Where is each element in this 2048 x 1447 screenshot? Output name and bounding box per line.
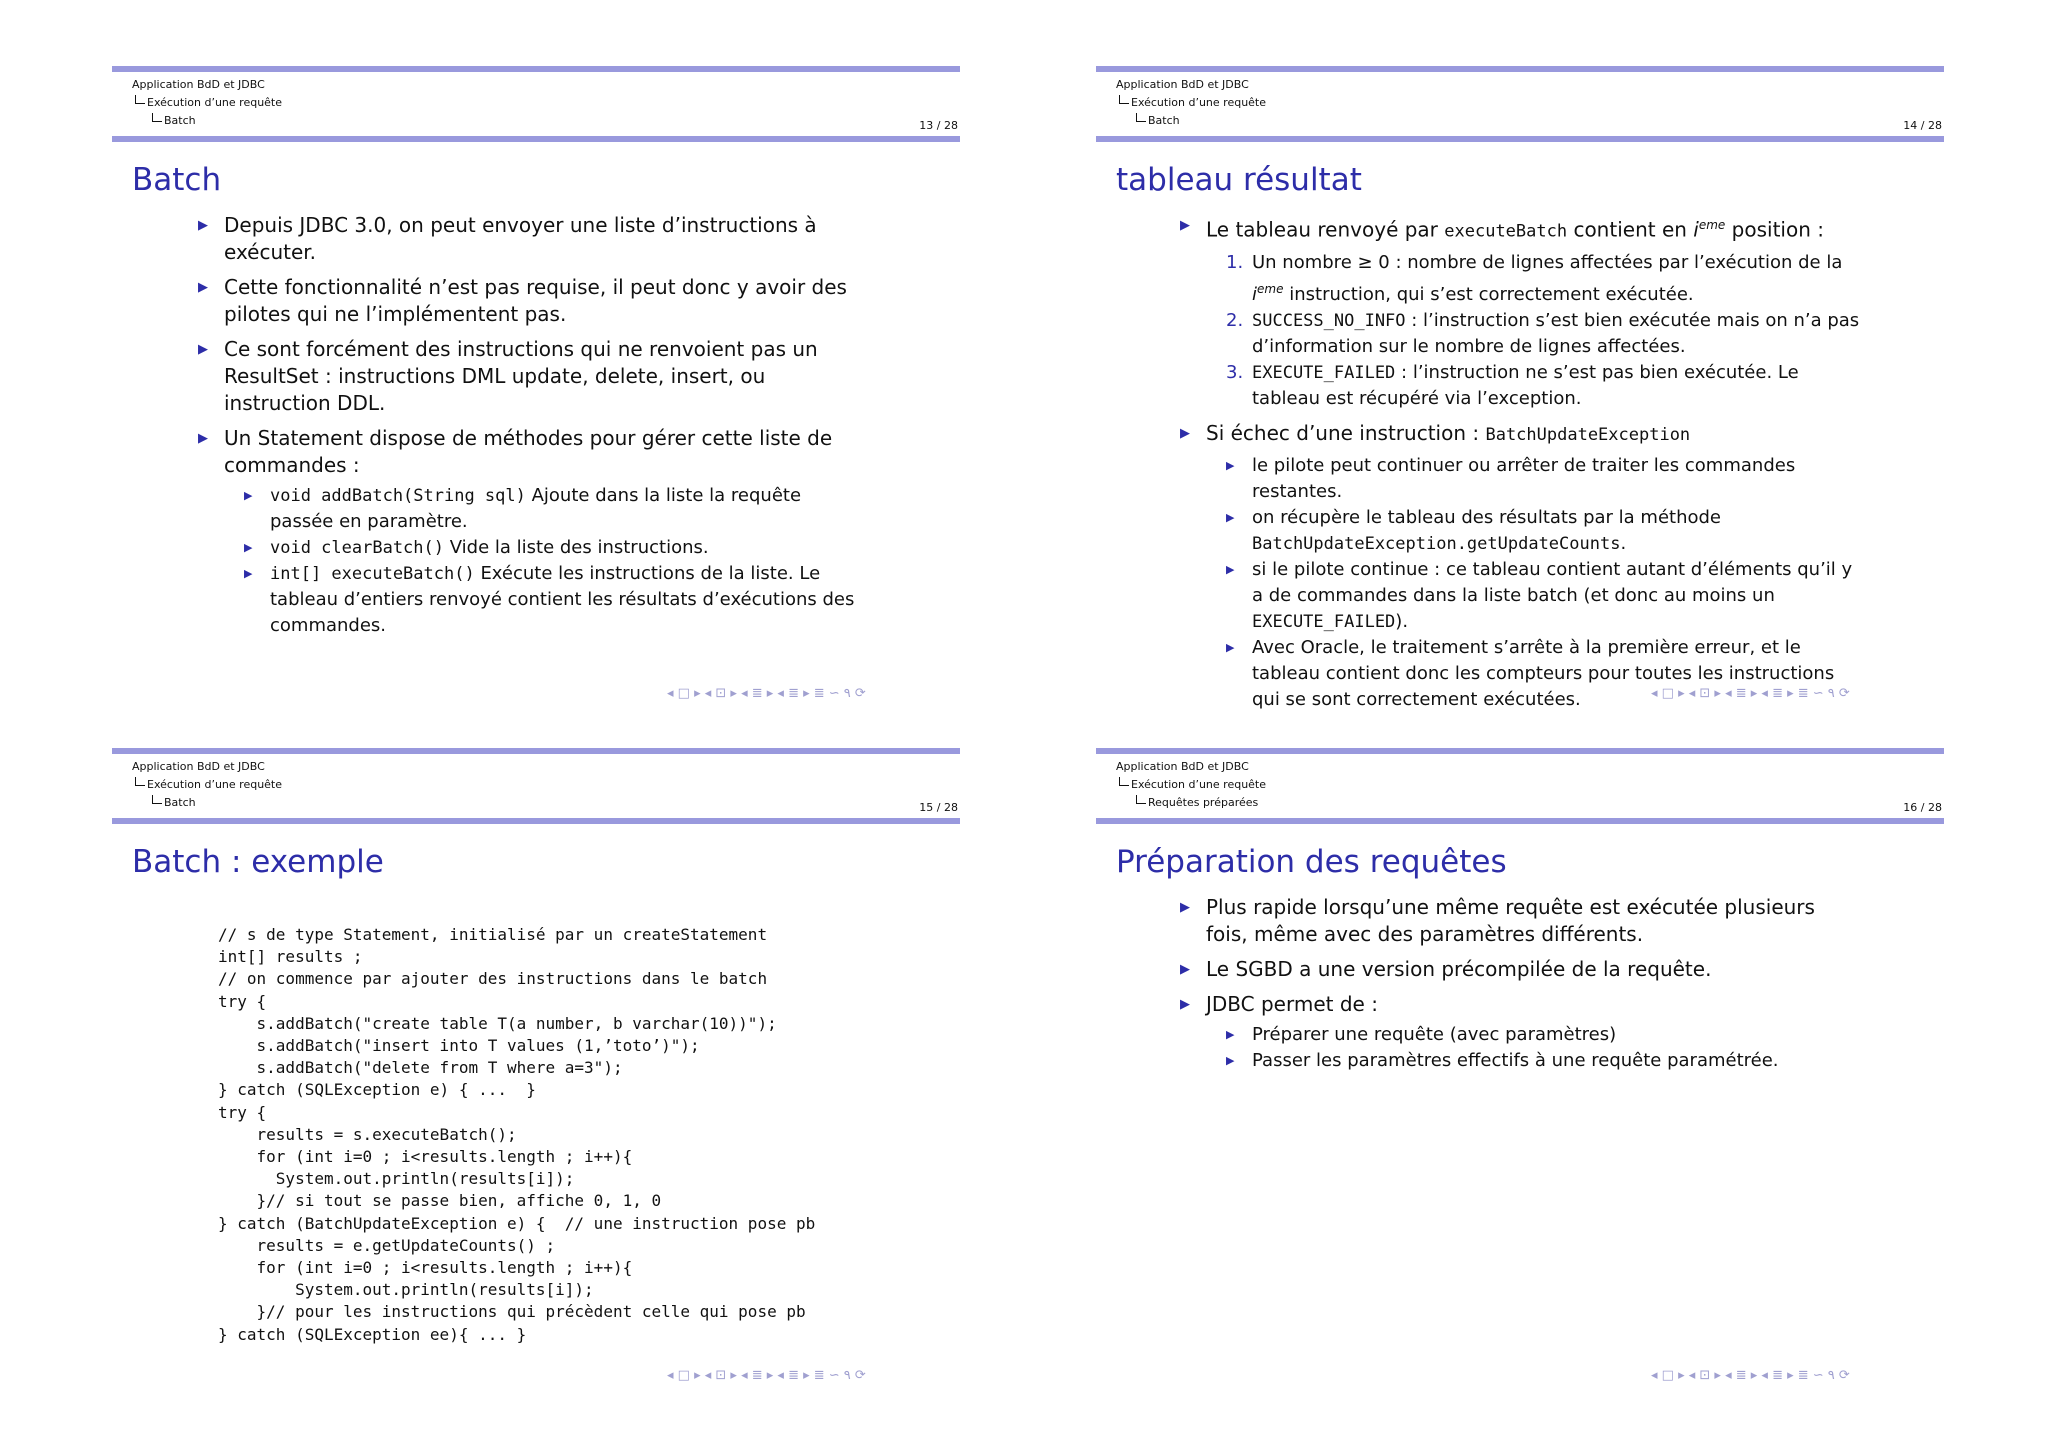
code-line: int[] results ; bbox=[218, 947, 363, 967]
tree-branch-icon bbox=[135, 95, 145, 104]
slide-13 bbox=[112, 66, 972, 726]
page-number: 16 / 28 bbox=[1903, 801, 1942, 814]
breadcrumb-subsection: Exécution d’une requête bbox=[147, 96, 283, 109]
enum-item: 1. Un nombre ≥ 0 : nombre de lignes affectées par l’exécution de la $i^{eme}$ instruction, qui s’est correctement exécutée. bbox=[1226, 251, 1843, 305]
code-line: System.out.println(results[i]); bbox=[218, 1169, 575, 1189]
slide-title: Préparation des requêtes bbox=[1116, 844, 1507, 880]
breadcrumb-subsubsection: Batch bbox=[1148, 114, 1180, 127]
breadcrumb-subsection: Exécution d’une requête bbox=[1131, 96, 1267, 109]
enum-item: 2. SUCCESS_NO_INFO : l’instruction s’est bien exécutée mais on n’a pas d’information sur le nombre de lignes affectées. bbox=[1226, 309, 1860, 357]
sub-bullet: ▶ Avec Oracle, le traitement s’arrête à la première erreur, et le tableau contient donc les compteurs pour toutes les instructions qui se sont correctement exécutées. bbox=[1226, 635, 1860, 713]
slide-15 bbox=[112, 748, 972, 1408]
tree-branch-icon bbox=[1119, 777, 1129, 786]
sub-bullet: ▶ void clearBatch() Vide la liste des instructions. bbox=[244, 535, 858, 561]
code-line: for (int i=0 ; i<results.length ; i++){ bbox=[218, 1147, 633, 1167]
tree-branch-icon bbox=[1119, 95, 1129, 104]
header-bar-top bbox=[112, 66, 960, 72]
code-line: System.out.println(results[i]); bbox=[218, 1280, 594, 1300]
page-number: 13 / 28 bbox=[919, 119, 958, 132]
breadcrumb-subsubsection: Batch bbox=[164, 114, 196, 127]
bullet: ▶ Le SGBD a une version précompilée de la requête. bbox=[1180, 956, 1860, 983]
beamer-navigation-icons[interactable]: ◂ □ ▸ ◂ ⊡ ▸ ◂ ≣ ▸ ◂ ≣ ▸ ≣ ∽ ۹ ⟳ bbox=[667, 686, 866, 701]
header-bar-top bbox=[1096, 748, 1944, 754]
beamer-navigation-icons[interactable]: ◂ □ ▸ ◂ ⊡ ▸ ◂ ≣ ▸ ◂ ≣ ▸ ≣ ∽ ۹ ⟳ bbox=[667, 1368, 866, 1383]
code-line: s.addBatch("delete from T where a=3"); bbox=[218, 1058, 623, 1078]
breadcrumb-subsection: Exécution d’une requête bbox=[1131, 778, 1267, 791]
breadcrumb bbox=[1116, 76, 1266, 130]
slide-body bbox=[198, 212, 858, 647]
breadcrumb-section: Application BdD et JDBC bbox=[132, 78, 265, 91]
bullet: ▶ Ce sont forcément des instructions qui ne renvoient pas un ResultSet : instructions DML update, delete, insert, ou instruction DDL. bbox=[198, 336, 858, 417]
code-line: // s de type Statement, initialisé par un createStatement bbox=[218, 925, 768, 944]
slide-body bbox=[1180, 894, 1860, 1082]
code-line: } catch (SQLException e) { ... } bbox=[218, 1080, 536, 1100]
code-line: } catch (BatchUpdateException e) { // une instruction pose pb bbox=[218, 1213, 816, 1233]
code-line: }// pour les instructions qui précèdent celle qui pose pb bbox=[218, 1302, 806, 1322]
slide-body bbox=[1180, 212, 1860, 721]
sub-bullet: ▶ Préparer une requête (avec paramètres) bbox=[1226, 1022, 1860, 1048]
sub-bullet: ▶ void addBatch(String sql) Ajoute dans la liste la requête passée en paramètre. bbox=[244, 483, 858, 535]
header-bar-bottom bbox=[112, 136, 960, 142]
code-line: s.addBatch("insert into T values (1,’toto’)"); bbox=[218, 1036, 700, 1056]
breadcrumb bbox=[132, 76, 282, 130]
bullet: ▶ Plus rapide lorsqu’une même requête est exécutée plusieurs fois, même avec des paramètres différents. bbox=[1180, 894, 1860, 948]
breadcrumb-section: Application BdD et JDBC bbox=[132, 760, 265, 773]
bullet: ▶ Depuis JDBC 3.0, on peut envoyer une liste d’instructions à exécuter. bbox=[198, 212, 858, 266]
tree-branch-icon bbox=[152, 113, 162, 122]
breadcrumb bbox=[1116, 758, 1266, 812]
code-line: } catch (SQLException ee){ ... } bbox=[218, 1324, 527, 1344]
tree-branch-icon bbox=[1136, 795, 1146, 804]
beamer-navigation-icons[interactable]: ◂ □ ▸ ◂ ⊡ ▸ ◂ ≣ ▸ ◂ ≣ ▸ ≣ ∽ ۹ ⟳ bbox=[1651, 686, 1850, 701]
header-bar-top bbox=[112, 748, 960, 754]
sub-bullet: ▶ on récupère le tableau des résultats par la méthode BatchUpdateException.getUpdateCounts. bbox=[1226, 505, 1860, 557]
tree-branch-icon bbox=[135, 777, 145, 786]
breadcrumb-subsection: Exécution d’une requête bbox=[147, 778, 283, 791]
bullet: ▶ Un Statement dispose de méthodes pour gérer cette liste de commandes : ▶ void addBatch(String sql) Ajoute dans la liste la requête passée en paramètre. ▶ void clearBatch() Vide la liste des instructions. ▶ int[] executeBatch() Exécute les instructions de la liste. Le tableau d’entiers renvoyé contient les résultats d’exécutions des commandes. bbox=[198, 425, 858, 639]
page-number: 15 / 28 bbox=[919, 801, 958, 814]
code-line: s.addBatch("create table T(a number, b varchar(10))"); bbox=[218, 1013, 777, 1033]
bullet: ▶ Le tableau renvoyé par executeBatch contient en $i^{eme}$ position : 1. Un nombre ≥ 0 : nombre de lignes affectées par l’exécution de la $i^{eme}$ instruction, qui s’est correctement exécutée. 2. SUCCESS_NO_INFO : l’instruction s’est bien exécutée mais on n’a pas d’information sur le nombre de lignes affectées. 3. EXECUTE_FAILED : l’instruction ne s’est pas bien exécutée. Le tableau est récupéré via l’exception. bbox=[1180, 212, 1860, 412]
header-bar-bottom bbox=[1096, 136, 1944, 142]
beamer-navigation-icons[interactable]: ◂ □ ▸ ◂ ⊡ ▸ ◂ ≣ ▸ ◂ ≣ ▸ ≣ ∽ ۹ ⟳ bbox=[1651, 1368, 1850, 1383]
slide-16 bbox=[1096, 748, 1956, 1408]
slide-title: tableau résultat bbox=[1116, 162, 1362, 198]
slide-title: Batch bbox=[132, 162, 222, 198]
code-line: // on commence par ajouter des instructions dans le batch bbox=[218, 969, 768, 989]
sub-bullet: ▶ le pilote peut continuer ou arrêter de traiter les commandes restantes. bbox=[1226, 453, 1860, 505]
breadcrumb bbox=[132, 758, 282, 812]
tree-branch-icon bbox=[152, 795, 162, 804]
slide-14 bbox=[1096, 66, 1956, 726]
code-line: results = s.executeBatch(); bbox=[218, 1124, 517, 1144]
sub-bullet: ▶ Passer les paramètres effectifs à une requête paramétrée. bbox=[1226, 1048, 1860, 1074]
enum-item: 3. EXECUTE_FAILED : l’instruction ne s’est pas bien exécutée. Le tableau est récupéré via l’exception. bbox=[1226, 361, 1799, 409]
code-line: results = e.getUpdateCounts() ; bbox=[218, 1235, 556, 1255]
code-line: try { bbox=[218, 991, 267, 1011]
code-line: for (int i=0 ; i<results.length ; i++){ bbox=[218, 1258, 633, 1278]
breadcrumb-subsubsection: Requêtes préparées bbox=[1148, 796, 1259, 809]
sub-bullet: ▶ int[] executeBatch() Exécute les instructions de la liste. Le tableau d’entiers renvoyé contient les résultats d’exécutions des commandes. bbox=[244, 561, 858, 639]
page-number: 14 / 28 bbox=[1903, 119, 1942, 132]
breadcrumb-section: Application BdD et JDBC bbox=[1116, 78, 1249, 91]
header-bar-bottom bbox=[1096, 818, 1944, 824]
header-bar-top bbox=[1096, 66, 1944, 72]
slide-title: Batch : exemple bbox=[132, 844, 384, 880]
sub-bullet: ▶ si le pilote continue : ce tableau contient autant d’éléments qu’il y a de commandes dans la liste batch (et donc au moins un EXECUTE_FAILED). bbox=[1226, 557, 1860, 635]
code-line: try { bbox=[218, 1102, 267, 1122]
code-line: }// si tout se passe bien, affiche 0, 1, 0 bbox=[218, 1191, 662, 1211]
breadcrumb-subsubsection: Batch bbox=[164, 796, 196, 809]
breadcrumb-section: Application BdD et JDBC bbox=[1116, 760, 1249, 773]
code-listing bbox=[218, 924, 815, 1346]
header-bar-bottom bbox=[112, 818, 960, 824]
bullet: ▶ JDBC permet de : ▶ Préparer une requête (avec paramètres) ▶ Passer les paramètres effectifs à une requête paramétrée. bbox=[1180, 991, 1860, 1074]
bullet: ▶ Cette fonctionnalité n’est pas requise, il peut donc y avoir des pilotes qui ne l’implémentent pas. bbox=[198, 274, 858, 328]
tree-branch-icon bbox=[1136, 113, 1146, 122]
bullet: ▶ Si échec d’une instruction : BatchUpdateException ▶ le pilote peut continuer ou arrêter de traiter les commandes restantes. ▶ on récupère le tableau des résultats par la méthode BatchUpdateException.getUpdateCounts. ▶ si le pilote continue : ce tableau contient autant d’éléments qu’il y a de commandes dans la liste batch (et donc au moins un EXECUTE_FAILED). ▶ Avec Oracle, le traitement s’arrête à la première erreur, et le tableau contient donc les compteurs pour toutes les instructions qui se sont correctement exécutées. bbox=[1180, 420, 1860, 713]
